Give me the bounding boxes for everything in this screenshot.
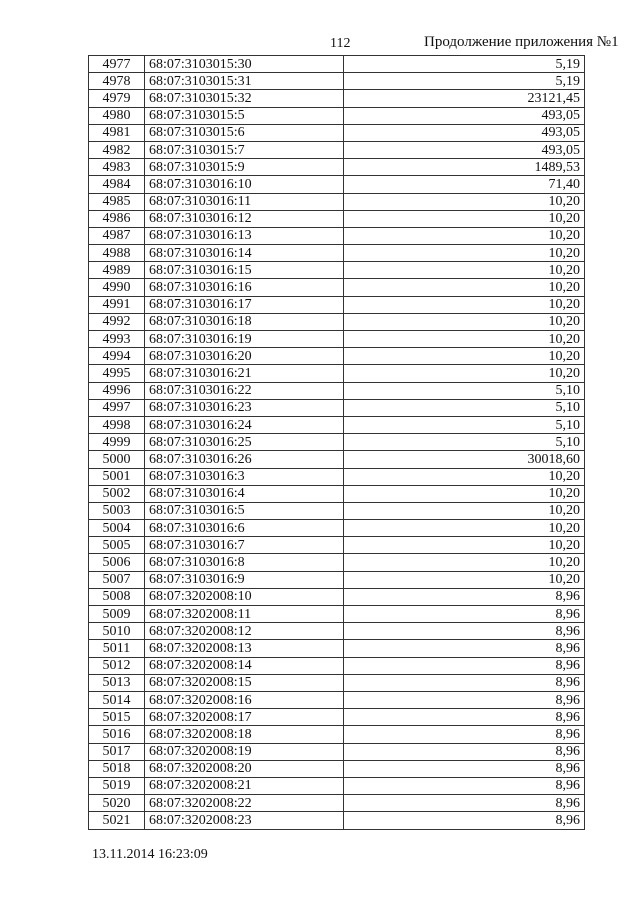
row-number: 4987 — [89, 227, 145, 244]
cadastral-number: 68:07:3103016:13 — [145, 227, 344, 244]
table-row — [89, 434, 585, 451]
row-value: 10,20 — [344, 554, 585, 571]
row-value: 8,96 — [344, 691, 585, 708]
table-row — [89, 623, 585, 640]
cadastral-number: 68:07:3103016:18 — [145, 313, 344, 330]
cadastral-number: 68:07:3202008:16 — [145, 691, 344, 708]
row-number: 5006 — [89, 554, 145, 571]
row-value: 8,96 — [344, 743, 585, 760]
table-row — [89, 73, 585, 90]
row-value: 10,20 — [344, 296, 585, 313]
row-number: 4986 — [89, 210, 145, 227]
cadastral-number: 68:07:3103016:22 — [145, 382, 344, 399]
table-row — [89, 520, 585, 537]
row-number: 4989 — [89, 262, 145, 279]
row-number: 5001 — [89, 468, 145, 485]
cadastral-number: 68:07:3103016:26 — [145, 451, 344, 468]
cadastral-number: 68:07:3202008:13 — [145, 640, 344, 657]
table-row — [89, 279, 585, 296]
row-value: 10,20 — [344, 331, 585, 348]
row-number: 5018 — [89, 760, 145, 777]
row-value: 10,20 — [344, 279, 585, 296]
row-value: 10,20 — [344, 313, 585, 330]
row-number: 5020 — [89, 795, 145, 812]
table-row — [89, 657, 585, 674]
table-row — [89, 606, 585, 623]
cadastral-number: 68:07:3103016:9 — [145, 571, 344, 588]
row-value: 493,05 — [344, 107, 585, 124]
row-value: 10,20 — [344, 348, 585, 365]
row-value: 8,96 — [344, 640, 585, 657]
cadastral-number: 68:07:3202008:12 — [145, 623, 344, 640]
row-value: 8,96 — [344, 709, 585, 726]
cadastral-number: 68:07:3103016:6 — [145, 520, 344, 537]
table-row — [89, 795, 585, 812]
row-number: 4998 — [89, 416, 145, 433]
row-value: 10,20 — [344, 227, 585, 244]
cadastral-number: 68:07:3103016:8 — [145, 554, 344, 571]
cadastral-number: 68:07:3103016:24 — [145, 416, 344, 433]
row-value: 5,10 — [344, 434, 585, 451]
table-row — [89, 709, 585, 726]
table-row — [89, 502, 585, 519]
cadastral-number: 68:07:3103016:10 — [145, 176, 344, 193]
row-number: 5000 — [89, 451, 145, 468]
row-number: 5011 — [89, 640, 145, 657]
row-value: 10,20 — [344, 468, 585, 485]
table-row — [89, 451, 585, 468]
row-value: 5,19 — [344, 73, 585, 90]
table-row — [89, 176, 585, 193]
cadastral-number: 68:07:3103016:16 — [145, 279, 344, 296]
table-row — [89, 313, 585, 330]
cadastral-number: 68:07:3202008:15 — [145, 674, 344, 691]
row-number: 4995 — [89, 365, 145, 382]
table-row — [89, 56, 585, 73]
row-number: 5007 — [89, 571, 145, 588]
cadastral-number: 68:07:3103016:25 — [145, 434, 344, 451]
cadastral-number: 68:07:3103016:11 — [145, 193, 344, 210]
cadastral-number: 68:07:3103016:20 — [145, 348, 344, 365]
row-number: 4996 — [89, 382, 145, 399]
cadastral-number: 68:07:3103016:23 — [145, 399, 344, 416]
cadastral-number: 68:07:3103015:6 — [145, 124, 344, 141]
row-value: 10,20 — [344, 262, 585, 279]
row-value: 8,96 — [344, 588, 585, 605]
row-number: 4999 — [89, 434, 145, 451]
cadastral-number: 68:07:3202008:23 — [145, 812, 344, 830]
cadastral-number: 68:07:3202008:22 — [145, 795, 344, 812]
row-number: 5017 — [89, 743, 145, 760]
cadastral-number: 68:07:3103016:21 — [145, 365, 344, 382]
row-value: 493,05 — [344, 141, 585, 158]
table-row — [89, 691, 585, 708]
page-number: 112 — [330, 36, 351, 51]
row-value: 1489,53 — [344, 159, 585, 176]
row-value: 493,05 — [344, 124, 585, 141]
table-row — [89, 227, 585, 244]
row-value: 8,96 — [344, 674, 585, 691]
cadastral-number: 68:07:3103016:15 — [145, 262, 344, 279]
row-number: 4979 — [89, 90, 145, 107]
row-number: 4988 — [89, 245, 145, 262]
row-number: 4978 — [89, 73, 145, 90]
table-row — [89, 348, 585, 365]
table-row — [89, 159, 585, 176]
table-row — [89, 571, 585, 588]
table-row — [89, 262, 585, 279]
row-number: 5010 — [89, 623, 145, 640]
cadastral-number: 68:07:3103016:3 — [145, 468, 344, 485]
row-value: 10,20 — [344, 365, 585, 382]
table-row — [89, 726, 585, 743]
table-row — [89, 537, 585, 554]
row-number: 5012 — [89, 657, 145, 674]
row-value: 10,20 — [344, 245, 585, 262]
row-number: 5005 — [89, 537, 145, 554]
row-number: 4982 — [89, 141, 145, 158]
row-value: 10,20 — [344, 485, 585, 502]
table-row — [89, 743, 585, 760]
row-value: 5,10 — [344, 416, 585, 433]
cadastral-number: 68:07:3103016:5 — [145, 502, 344, 519]
table-row — [89, 416, 585, 433]
row-value: 23121,45 — [344, 90, 585, 107]
cadastral-number: 68:07:3103015:9 — [145, 159, 344, 176]
page-title: Продолжение приложения №1 — [424, 34, 619, 50]
table-row — [89, 812, 585, 830]
row-number: 5019 — [89, 777, 145, 794]
table-row — [89, 468, 585, 485]
table-row — [89, 245, 585, 262]
table-row — [89, 760, 585, 777]
cadastral-number: 68:07:3202008:14 — [145, 657, 344, 674]
cadastral-number: 68:07:3202008:21 — [145, 777, 344, 794]
row-value: 71,40 — [344, 176, 585, 193]
row-number: 4980 — [89, 107, 145, 124]
row-number: 4984 — [89, 176, 145, 193]
row-value: 10,20 — [344, 520, 585, 537]
row-number: 5004 — [89, 520, 145, 537]
cadastral-number: 68:07:3202008:20 — [145, 760, 344, 777]
table-row — [89, 554, 585, 571]
cadastral-number: 68:07:3103015:7 — [145, 141, 344, 158]
row-number: 4994 — [89, 348, 145, 365]
table-row — [89, 296, 585, 313]
row-value: 8,96 — [344, 795, 585, 812]
row-value: 8,96 — [344, 606, 585, 623]
row-number: 5009 — [89, 606, 145, 623]
cadastral-number: 68:07:3202008:10 — [145, 588, 344, 605]
row-number: 5003 — [89, 502, 145, 519]
row-value: 10,20 — [344, 571, 585, 588]
table-row — [89, 777, 585, 794]
cadastral-number: 68:07:3202008:11 — [145, 606, 344, 623]
row-number: 5016 — [89, 726, 145, 743]
row-value: 10,20 — [344, 502, 585, 519]
row-value: 8,96 — [344, 812, 585, 830]
row-value: 5,10 — [344, 399, 585, 416]
table-row — [89, 485, 585, 502]
row-number: 4997 — [89, 399, 145, 416]
row-number: 4992 — [89, 313, 145, 330]
cadastral-table — [88, 55, 585, 830]
cadastral-number: 68:07:3103015:32 — [145, 90, 344, 107]
table-row — [89, 382, 585, 399]
table-body — [89, 56, 585, 830]
table-row — [89, 640, 585, 657]
cadastral-number: 68:07:3103015:5 — [145, 107, 344, 124]
table-row — [89, 124, 585, 141]
cadastral-number: 68:07:3103015:31 — [145, 73, 344, 90]
table-row — [89, 210, 585, 227]
row-number: 5014 — [89, 691, 145, 708]
table-row — [89, 331, 585, 348]
row-value: 8,96 — [344, 726, 585, 743]
table-row — [89, 674, 585, 691]
table-row — [89, 141, 585, 158]
cadastral-number: 68:07:3202008:18 — [145, 726, 344, 743]
table-row — [89, 399, 585, 416]
row-number: 5013 — [89, 674, 145, 691]
cadastral-number: 68:07:3202008:17 — [145, 709, 344, 726]
table-row — [89, 193, 585, 210]
cadastral-number: 68:07:3202008:19 — [145, 743, 344, 760]
table-row — [89, 90, 585, 107]
print-timestamp: 13.11.2014 16:23:09 — [92, 847, 208, 862]
row-number: 5008 — [89, 588, 145, 605]
row-number: 4991 — [89, 296, 145, 313]
table-row — [89, 588, 585, 605]
cadastral-number: 68:07:3103016:14 — [145, 245, 344, 262]
cadastral-number: 68:07:3103016:4 — [145, 485, 344, 502]
row-value: 8,96 — [344, 760, 585, 777]
row-value: 8,96 — [344, 777, 585, 794]
row-number: 4990 — [89, 279, 145, 296]
row-value: 5,19 — [344, 56, 585, 73]
table-row — [89, 365, 585, 382]
row-value: 8,96 — [344, 623, 585, 640]
row-number: 5002 — [89, 485, 145, 502]
table-row — [89, 107, 585, 124]
row-value: 30018,60 — [344, 451, 585, 468]
row-value: 5,10 — [344, 382, 585, 399]
row-number: 5015 — [89, 709, 145, 726]
row-value: 10,20 — [344, 537, 585, 554]
cadastral-number: 68:07:3103016:17 — [145, 296, 344, 313]
cadastral-number: 68:07:3103016:7 — [145, 537, 344, 554]
cadastral-number: 68:07:3103016:19 — [145, 331, 344, 348]
row-number: 4977 — [89, 56, 145, 73]
row-number: 4985 — [89, 193, 145, 210]
row-value: 8,96 — [344, 657, 585, 674]
row-number: 5021 — [89, 812, 145, 830]
row-number: 4983 — [89, 159, 145, 176]
row-value: 10,20 — [344, 210, 585, 227]
cadastral-number: 68:07:3103015:30 — [145, 56, 344, 73]
cadastral-number: 68:07:3103016:12 — [145, 210, 344, 227]
row-value: 10,20 — [344, 193, 585, 210]
row-number: 4993 — [89, 331, 145, 348]
row-number: 4981 — [89, 124, 145, 141]
